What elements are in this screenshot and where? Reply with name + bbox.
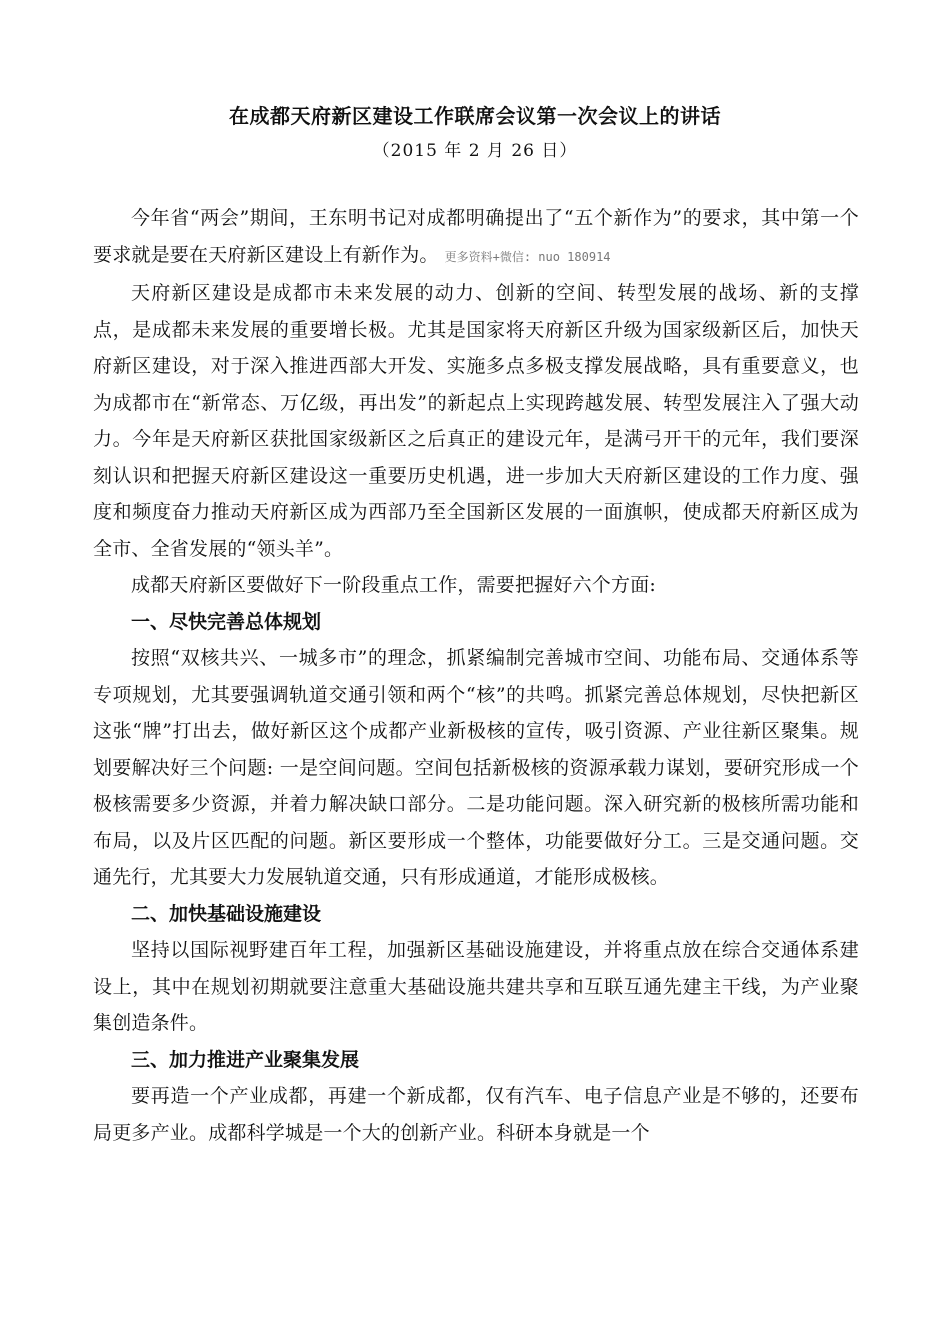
paragraph-significance: 天府新区建设是成都市未来发展的动力、创新的空间、转型发展的战场、新的支撑点，是成都未来发展的重要增长极。尤其是国家将天府新区升级为国家级新区后，加快天府新区建设，对于深入推进西部大开发、实施多点多极支撑发展战略，具有重要意义，也为成都市在“新常态、万亿级，再出发”的新起点上实现跨越发展、转型发展注入了强大动力。今年是天府新区获批国家级新区之后真正的建设元年，是满弓开干的元年，我们要深刻认识和把握天府新区建设这一重要历史机遇，进一步加大天府新区建设的工作力度、强度和频度奋力推动天府新区成为西部乃至全国新区发展的一面旗帜，使成都天府新区成为全市、全省发展的“领头羊”。 [93, 282, 859, 560]
paragraph-infrastructure: 坚持以国际视野建百年工程，加强新区基础设施建设，并将重点放在综合交通体系建设上，其中在规划初期就要注意重大基础设施共建共享和互联互通先建主干线，为产业聚集创造条件。 [93, 939, 859, 1034]
paragraph-intro [93, 200, 859, 275]
document-body [93, 200, 859, 1151]
watermark-note: 更多资料+微信: nuo 180914 [444, 249, 611, 264]
paragraph-planning: 按照“双核共兴、一城多市”的理念，抓紧编制完善城市空间、功能布局、交通体系等专项规划，尤其要强调轨道交通引领和两个“核”的共鸣。抓紧完善总体规划，尽快把新区这张“牌”打出去，做好新区这个成都产业新极核的宣传，吸引资源、产业往新区聚集。规划要解决好三个问题: 一是空间问题。空间包括新极核的资源承载力谋划，要研究形成一个极核需要多少资源，并着力解决缺口部分。二是功能问题。深入研究新的极核所需功能和布局，以及片区匹配的问题。新区要形成一个整体，功能要做好分工。三是交通问题。交通先行，尤其要大力发展轨道交通，只有形成通道，才能形成极核。 [93, 647, 859, 888]
document-title: 在成都天府新区建设工作联席会议第一次会议上的讲话 [229, 104, 721, 128]
section-heading-2: 二、加快基础设施建设 [131, 902, 322, 925]
paragraph-intro-text: 今年省“两会”期间，王东明书记对成都明确提出了“五个新作为”的要求，其中第一个要求就是要在天府新区建设上有新作为。 [93, 207, 859, 266]
section-heading-3: 三、加力推进产业聚集发展 [131, 1048, 360, 1071]
document-date: （2015 年 2 月 26 日） [372, 141, 578, 161]
paragraph-six-aspects: 成都天府新区要做好下一阶段重点工作，需要把握好六个方面: [131, 574, 657, 596]
paragraph-industry: 要再造一个产业成都，再建一个新成都，仅有汽车、电子信息产业是不够的，还要布局更多产业。成都科学城是一个大的创新产业。科研本身就是一个 [93, 1085, 859, 1144]
section-heading-1: 一、尽快完善总体规划 [131, 610, 322, 633]
